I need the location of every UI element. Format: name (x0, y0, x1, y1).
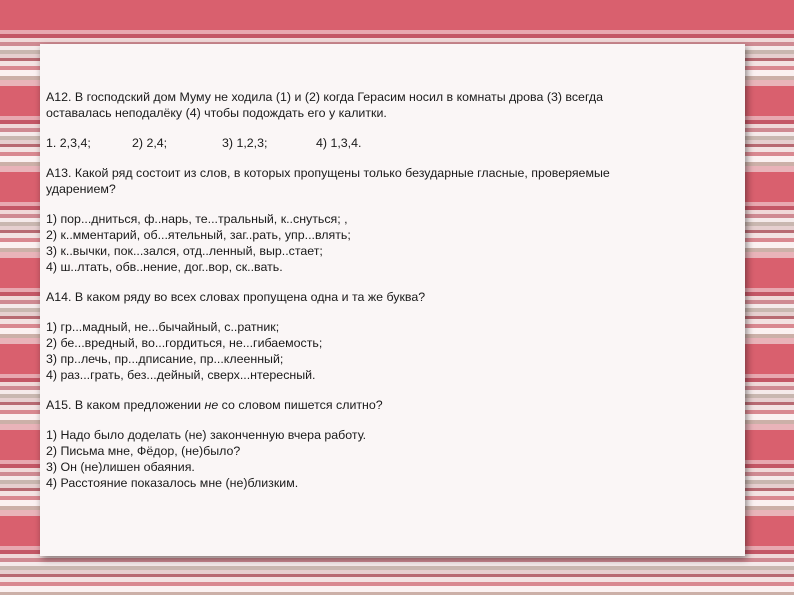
answer-a12-1: 1. 2,3,4; (46, 136, 91, 150)
answer-a12-3: 3) 1,2,3; (222, 136, 268, 150)
answer-a15-3: 3) Он (не)лишен обаяния. (46, 460, 195, 474)
question-a13 (46, 165, 737, 275)
question-a12-text-line2: оставалась неподалёку (4) чтобы подождать его у калитки. (46, 106, 387, 120)
question-a13-text-line1: А13. Какой ряд состоит из слов, в которых пропущены только безударные гласные, проверяемые (46, 166, 610, 180)
question-a15 (46, 397, 737, 491)
question-a15-emphasis: не (204, 398, 219, 412)
question-a15-prefix: А15. В каком предложении (46, 398, 205, 412)
question-a14-text: А14. В каком ряду во всех словах пропущена одна и та же буква? (46, 290, 426, 304)
answer-a15-1: 1) Надо было доделать (не) законченную вчера работу. (46, 428, 367, 442)
question-a14 (46, 289, 737, 383)
question-a12-text-line1: А12. В господский дом Муму не ходила (1) и (2) когда Герасим носил в комнаты дрова (3) всегда (46, 90, 604, 104)
answer-a13-1: 1) пор...дниться, ф..нарь, те...тральный, к..снуться; , (46, 212, 348, 226)
question-a12-answers (46, 135, 737, 151)
answer-a15-4: 4) Расстояние показалось мне (не)близким. (46, 476, 299, 490)
answer-a14-1: 1) гр...мадный, не...бычайный, с..ратник; (46, 320, 280, 334)
question-a12 (46, 89, 737, 151)
answer-a12-2: 2) 2,4; (132, 136, 168, 150)
answer-a14-3: 3) пр..лечь, пр...дписание, пр...клеенный; (46, 352, 284, 366)
question-a15-suffix: со словом пишется слитно? (218, 398, 383, 412)
answer-a14-2: 2) бе...вредный, во...гордиться, не...гибаемость; (46, 336, 323, 350)
answer-a13-3: 3) к..вычки, пок...зался, отд..ленный, выр..стает; (46, 244, 323, 258)
question-a15-text (46, 397, 737, 413)
question-a13-text-line2: ударением? (46, 182, 116, 196)
answer-a14-4: 4) раз...грать, без...дейный, сверх...нтересный. (46, 368, 316, 382)
slide-content (46, 89, 737, 491)
answer-a13-2: 2) к..мментарий, об...ятельный, заг..рать, упр...влять; (46, 228, 351, 242)
answer-a15-2: 2) Письма мне, Фёдор, (не)было? (46, 444, 241, 458)
slide-panel (40, 44, 745, 556)
answer-a13-4: 4) ш..лтать, обв..нение, дог..вор, ск..вать. (46, 260, 283, 274)
answer-a12-4: 4) 1,3,4. (316, 136, 362, 150)
